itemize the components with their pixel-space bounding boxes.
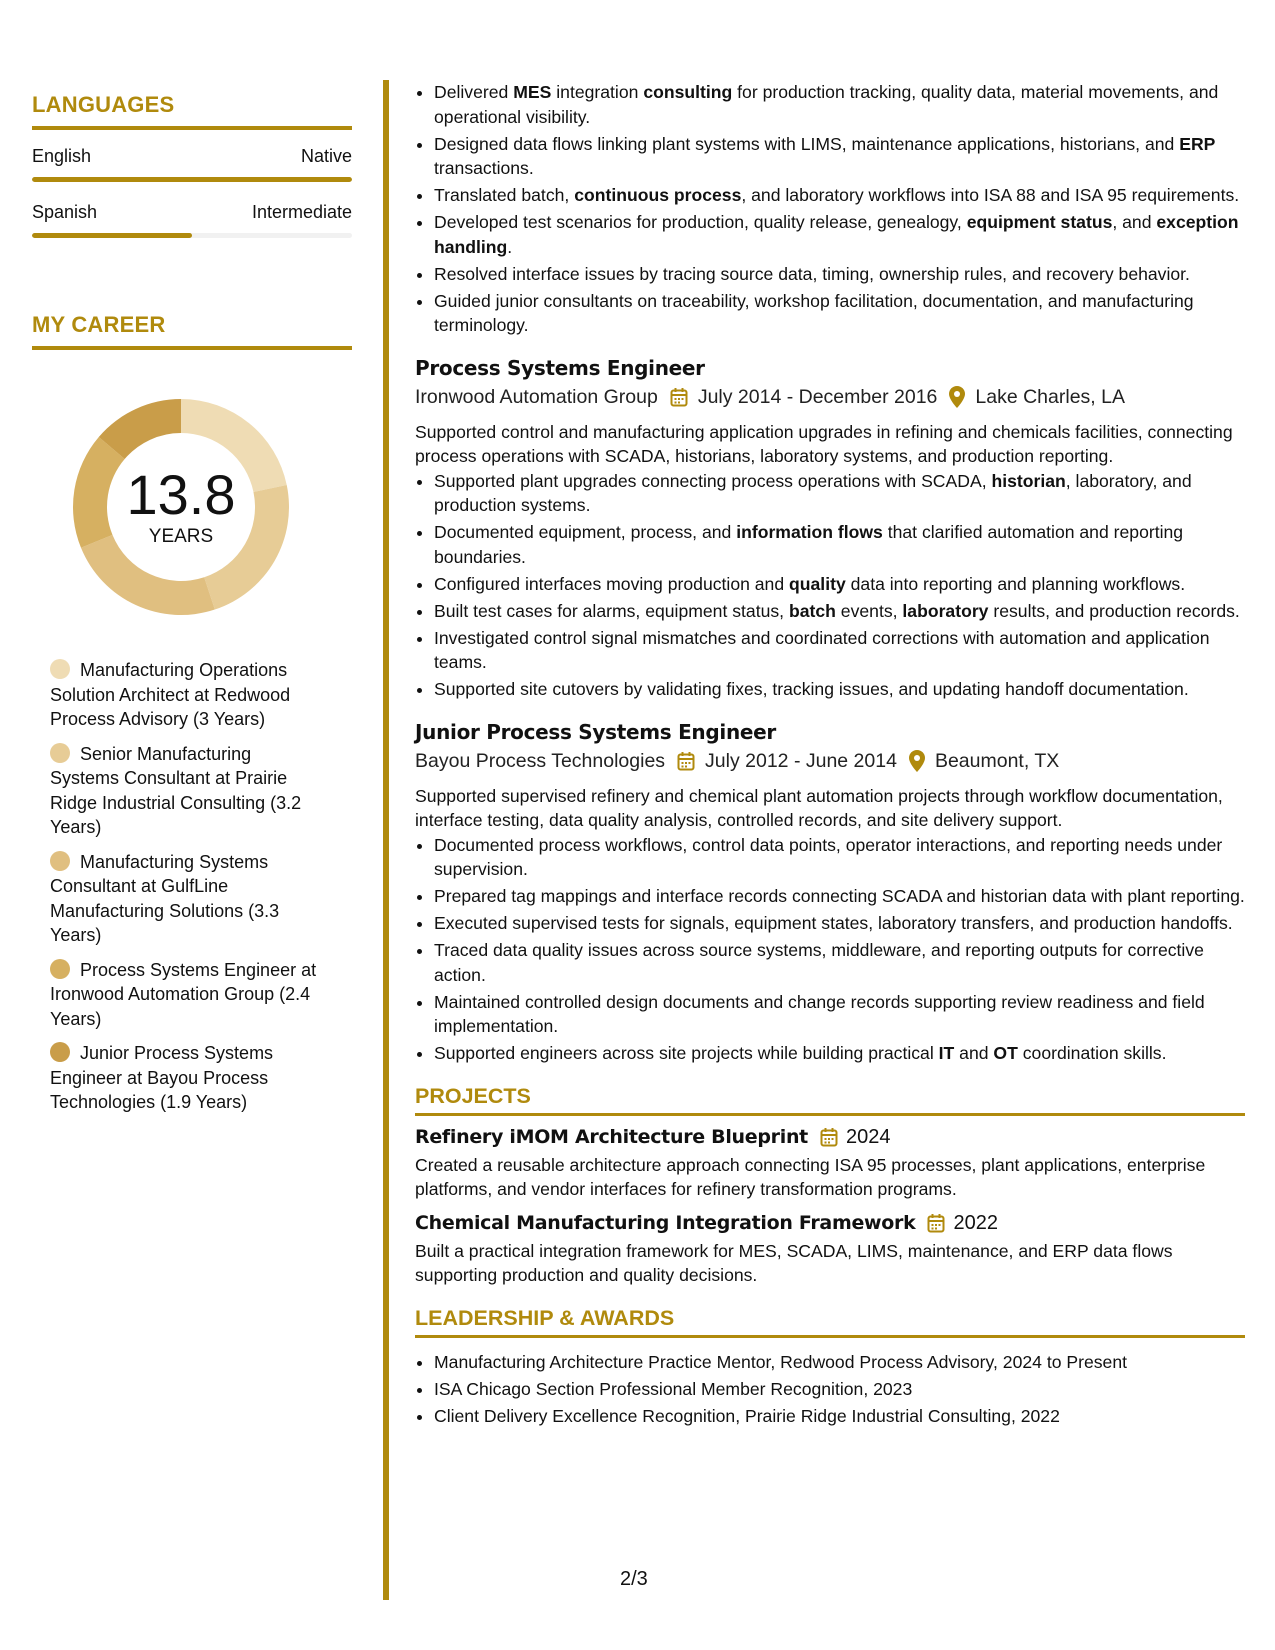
calendar-icon bbox=[927, 1213, 945, 1233]
column-divider bbox=[383, 80, 389, 1600]
location-pin-icon bbox=[909, 750, 925, 772]
bullet-item: • Executed supervised tests for signals, equipment states, laboratory transfers, and production handoffs. bbox=[434, 911, 1245, 936]
page-number: 2/3 bbox=[620, 1568, 648, 1590]
projects-title: PROJECTS bbox=[415, 1084, 1245, 1116]
job-meta bbox=[415, 746, 1245, 776]
career-legend-label: Process Systems Engineer at Ironwood Automation Group (2.4 Years) bbox=[50, 959, 317, 1029]
project-entry bbox=[415, 1126, 1245, 1202]
sidebar bbox=[32, 92, 352, 1125]
bullet-item: • Guided junior consultants on traceability, workshop facilitation, documentation, and manufacturing terminology. bbox=[434, 289, 1245, 338]
bullet-item: • ISA Chicago Section Professional Member Recognition, 2023 bbox=[434, 1377, 1245, 1402]
project-title: Chemical Manufacturing Integration Framework bbox=[415, 1212, 916, 1234]
bullet-item: • Investigated control signal mismatches and coordinated corrections with automation and application teams. bbox=[434, 626, 1245, 675]
job-bullets bbox=[415, 833, 1245, 1066]
career-legend-label: Senior Manufacturing Systems Consultant at Prairie Ridge Industrial Consulting (3.2 Years) bbox=[50, 743, 302, 837]
location-pin-icon bbox=[949, 386, 965, 408]
career-donut-chart bbox=[66, 392, 296, 622]
language-level: Native bbox=[300, 146, 352, 166]
language-name: Spanish bbox=[32, 202, 98, 222]
language-level: Intermediate bbox=[251, 202, 352, 222]
career-legend bbox=[50, 658, 320, 1115]
career-total-unit: YEARS bbox=[148, 526, 214, 547]
career-legend-item bbox=[50, 742, 320, 840]
calendar-icon bbox=[677, 751, 695, 771]
career-legend-dot bbox=[50, 851, 70, 871]
project-description: Created a reusable architecture approach connecting ISA 95 processes, plant applications, enterprise platforms, and vendor interfaces for refinery transformation programs. bbox=[415, 1154, 1206, 1199]
bullet-item: • Documented equipment, process, and information flows that clarified automation and reporting boundaries. bbox=[434, 520, 1245, 569]
job-entry bbox=[415, 718, 1245, 1066]
career-legend-item bbox=[50, 958, 320, 1032]
career-legend-label: Manufacturing Systems Consultant at GulfLine Manufacturing Solutions (3.3 Years) bbox=[50, 851, 280, 945]
career-legend-item bbox=[50, 658, 320, 732]
career-legend-dot bbox=[50, 1042, 70, 1062]
main-column bbox=[415, 80, 1245, 1431]
bullet-item: • Manufacturing Architecture Practice Mentor, Redwood Process Advisory, 2024 to Present bbox=[434, 1350, 1245, 1375]
language-proficiency-fill bbox=[32, 233, 192, 238]
bullet-item: • Designed data flows linking plant systems with LIMS, maintenance applications, historians, and ERP transactions. bbox=[434, 132, 1245, 181]
career-legend-dot bbox=[50, 659, 70, 679]
project-entry bbox=[415, 1212, 1245, 1288]
jobs-list bbox=[415, 354, 1245, 1066]
bullet-item: • Maintained controlled design documents and change records supporting review readiness and field implementation. bbox=[434, 990, 1245, 1039]
language-item bbox=[32, 146, 352, 182]
language-row bbox=[32, 202, 352, 223]
job-title: Junior Process Systems Engineer bbox=[415, 719, 776, 744]
job-description: Supported control and manufacturing application upgrades in refining and chemicals facilities, connecting process operations with SCADA, historians, laboratory systems, and production reporting. bbox=[415, 421, 1233, 466]
bullet-item: • Resolved interface issues by tracing source data, timing, ownership rules, and recovery behavior. bbox=[434, 262, 1245, 287]
project-header bbox=[415, 1212, 1245, 1235]
job-description: Supported supervised refinery and chemical plant automation projects through workflow documentation, interface testing, data quality analysis, controlled records, and site delivery support. bbox=[415, 785, 1223, 830]
language-proficiency-bar bbox=[32, 233, 352, 238]
bullet-item: • Translated batch, continuous process, and laboratory workflows into ISA 88 and ISA 95 requirements. bbox=[434, 183, 1245, 208]
language-name: English bbox=[32, 146, 92, 166]
job-location: Beaumont, TX bbox=[934, 749, 1060, 772]
career-legend-item bbox=[50, 1041, 320, 1115]
awards-list bbox=[415, 1350, 1245, 1429]
project-title: Refinery iMOM Architecture Blueprint bbox=[415, 1126, 808, 1148]
language-row bbox=[32, 146, 352, 167]
job-meta bbox=[415, 382, 1245, 412]
bullet-item: • Client Delivery Excellence Recognition, Prairie Ridge Industrial Consulting, 2022 bbox=[434, 1404, 1245, 1429]
job-bullets bbox=[415, 469, 1245, 702]
awards-title: LEADERSHIP & AWARDS bbox=[415, 1306, 1245, 1338]
career-legend-item bbox=[50, 850, 320, 948]
career-legend-dot bbox=[50, 959, 70, 979]
project-description: Built a practical integration framework for MES, SCADA, LIMS, maintenance, and ERP data flows supporting production and quality decisions. bbox=[415, 1240, 1173, 1285]
job-dates: July 2012 - June 2014 bbox=[705, 749, 897, 772]
career-legend-dot bbox=[50, 743, 70, 763]
calendar-icon bbox=[820, 1127, 838, 1147]
language-item bbox=[32, 202, 352, 238]
languages-title: LANGUAGES bbox=[32, 92, 352, 130]
job-title: Process Systems Engineer bbox=[415, 355, 705, 380]
bullet-item: • Configured interfaces moving production and quality data into reporting and planning workflows. bbox=[434, 572, 1245, 597]
project-year: 2024 bbox=[845, 1125, 891, 1148]
calendar-icon bbox=[670, 387, 688, 407]
job-location: Lake Charles, LA bbox=[975, 385, 1125, 408]
job-entry bbox=[415, 354, 1245, 702]
career-title: MY CAREER bbox=[32, 312, 352, 350]
bullet-item: • Built test cases for alarms, equipment status, batch events, laboratory results, and production records. bbox=[434, 599, 1245, 624]
project-header bbox=[415, 1126, 1245, 1149]
projects-list bbox=[415, 1126, 1245, 1288]
language-proficiency-bar bbox=[32, 177, 352, 182]
bullet-item: • Supported site cutovers by validating fixes, tracking issues, and updating handoff documentation. bbox=[434, 677, 1245, 702]
bullet-item: • Delivered MES integration consulting for production tracking, quality data, material movements, and operational visibility. bbox=[434, 80, 1245, 129]
job-dates: July 2014 - December 2016 bbox=[697, 385, 938, 408]
bullet-item: • Documented process workflows, control data points, operator interactions, and reporting needs under supervision. bbox=[434, 833, 1245, 882]
bullet-item: • Supported engineers across site projects while building practical IT and OT coordination skills. bbox=[434, 1041, 1245, 1066]
previous-job-bullets bbox=[415, 80, 1245, 338]
languages-list bbox=[32, 146, 352, 238]
career-total-years: 13.8 bbox=[126, 463, 236, 526]
job-company: Ironwood Automation Group bbox=[415, 385, 658, 408]
career-legend-label: Junior Process Systems Engineer at Bayou Process Technologies (1.9 Years) bbox=[50, 1043, 274, 1112]
career-legend-label: Manufacturing Operations Solution Architect at Redwood Process Advisory (3 Years) bbox=[50, 660, 291, 729]
job-company: Bayou Process Technologies bbox=[415, 749, 666, 772]
bullet-item: • Prepared tag mappings and interface records connecting SCADA and historian data with plant reporting. bbox=[434, 884, 1245, 909]
bullet-item: • Traced data quality issues across source systems, middleware, and reporting outputs for corrective action. bbox=[434, 938, 1245, 987]
project-year: 2022 bbox=[953, 1211, 998, 1234]
bullet-item: • Supported plant upgrades connecting process operations with SCADA, historian, laboratory, and production systems. bbox=[434, 469, 1245, 518]
bullet-item: • Developed test scenarios for production, quality release, genealogy, equipment status, and exception handling. bbox=[434, 210, 1245, 259]
language-proficiency-fill bbox=[32, 177, 352, 182]
